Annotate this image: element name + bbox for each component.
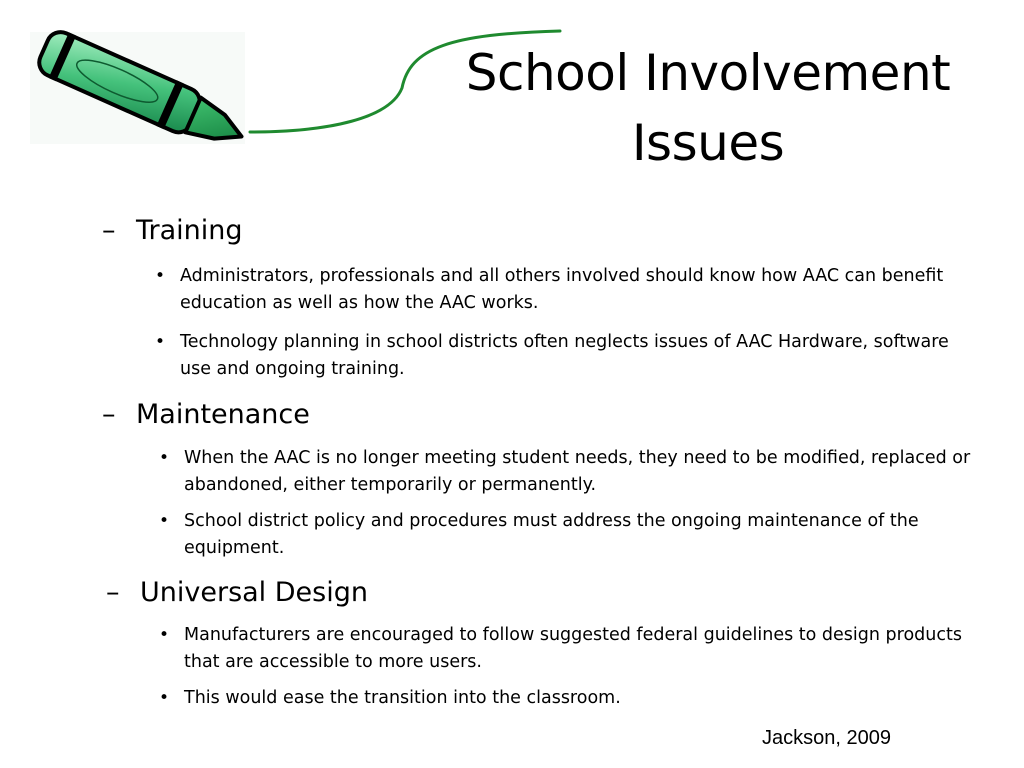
bullet-item	[159, 685, 974, 712]
bullet-text: Manufacturers are encouraged to follow suggested federal guidelines to design products that are accessible to more users.	[184, 625, 962, 672]
bullet-marker: •	[159, 511, 170, 531]
section-heading-universal-design	[106, 575, 368, 611]
dash-marker: –	[106, 577, 120, 608]
bullet-marker: •	[159, 448, 170, 468]
dash-marker: –	[102, 399, 116, 430]
slide-title: School Involvement Issues	[465, 44, 951, 172]
citation: Jackson, 2009	[762, 727, 891, 749]
section-heading-text: Universal Design	[140, 577, 368, 608]
bullet-text: Administrators, professionals and all others involved should know how AAC can benefit education as well as how the AAC works.	[180, 266, 944, 313]
bullet-text: School district policy and procedures must address the ongoing maintenance of the equipment.	[184, 511, 919, 558]
bullet-item	[159, 508, 974, 562]
section-heading-text: Maintenance	[136, 399, 310, 430]
bullet-text: This would ease the transition into the classroom.	[184, 688, 621, 708]
bullet-marker: •	[159, 688, 170, 708]
bullet-item	[155, 263, 970, 317]
bullet-marker: •	[159, 625, 170, 645]
dash-marker: –	[102, 215, 116, 246]
bullet-item	[159, 445, 974, 499]
bullet-text: Technology planning in school districts often neglects issues of AAC Hardware, software use and ongoing training.	[180, 332, 949, 379]
bullet-text: When the AAC is no longer meeting student needs, they need to be modified, replaced or abandoned, either temporarily or permanently.	[184, 448, 971, 495]
section-heading-training	[102, 213, 243, 249]
bullet-marker: •	[155, 266, 166, 286]
section-heading-text: Training	[136, 215, 243, 246]
bullet-item	[159, 622, 974, 676]
bullet-item	[155, 329, 970, 383]
bullet-marker: •	[155, 332, 166, 352]
section-heading-maintenance	[102, 397, 310, 433]
